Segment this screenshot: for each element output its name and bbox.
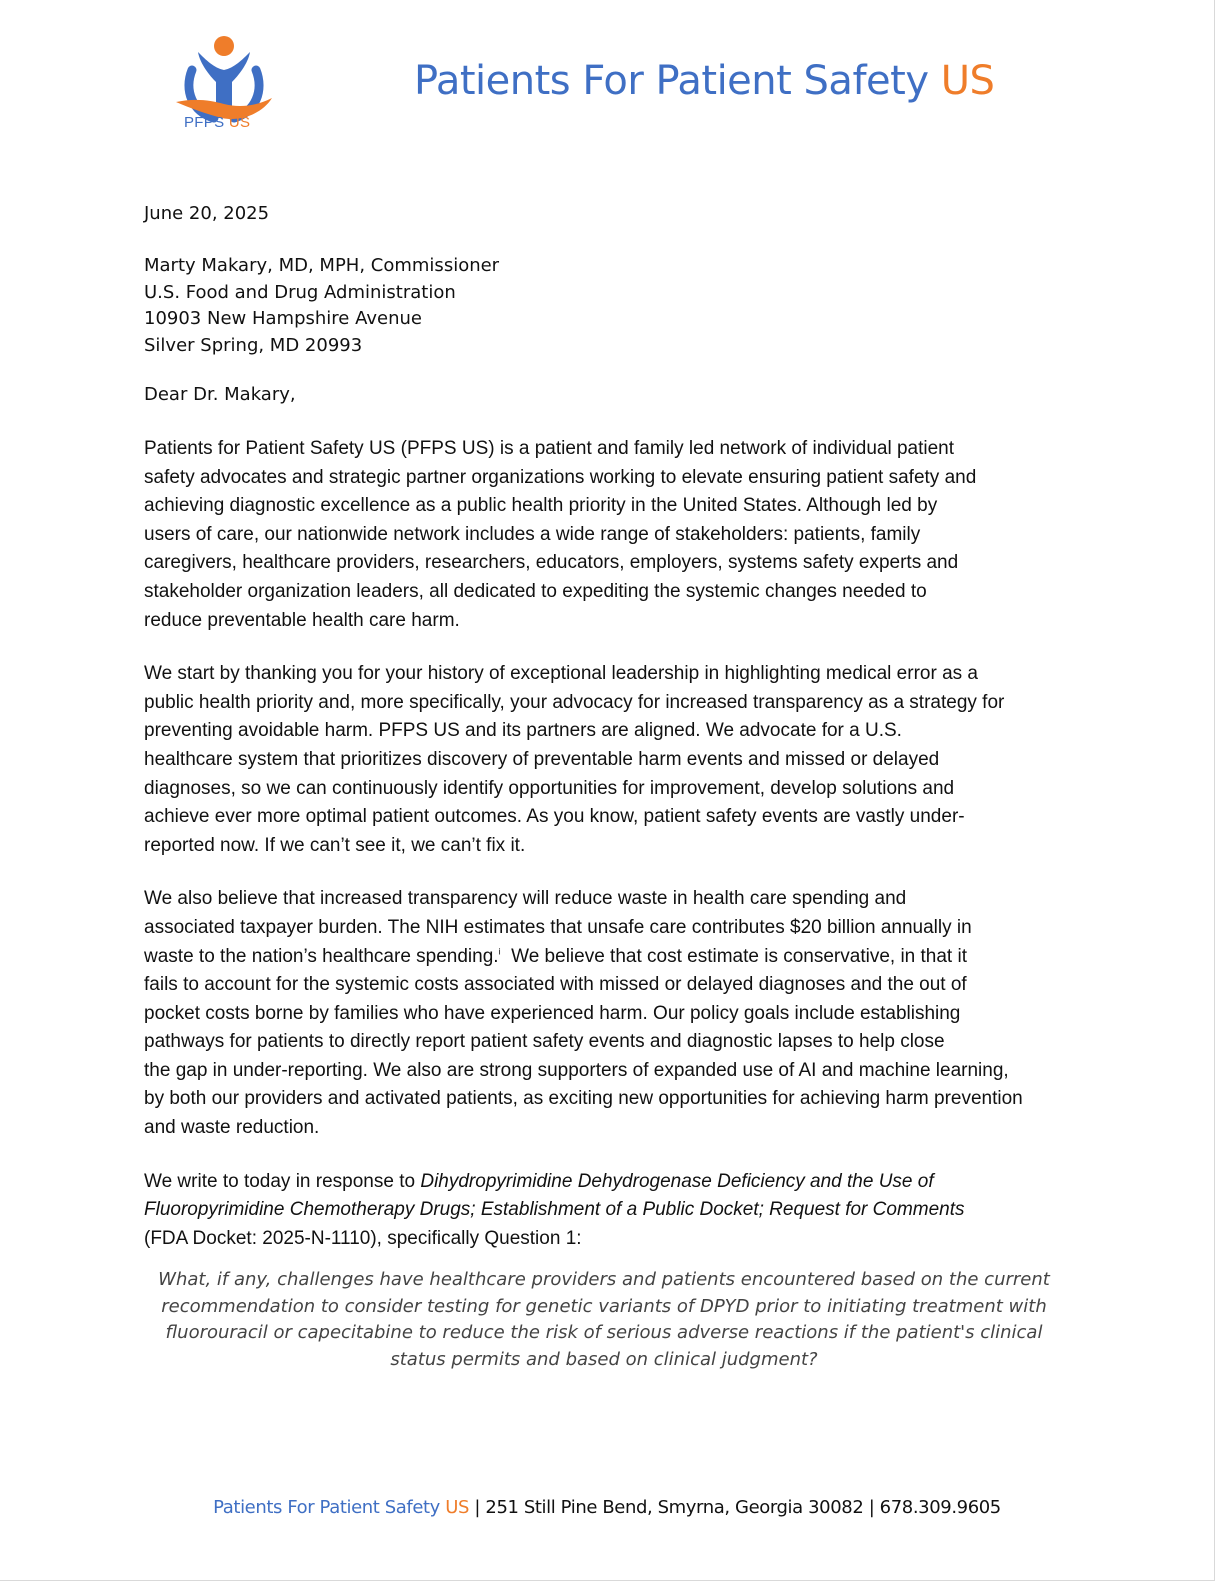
question-quote xyxy=(144,1267,1064,1373)
quote-line: fluorouracil or capecitabine to reduce the risk of serious adverse reactions if the patient's clinical xyxy=(165,1322,1043,1344)
paragraph-line: Patients for Patient Safety US (PFPS US) is a patient and family led network of individual patient xyxy=(144,438,955,459)
paragraph-transparency xyxy=(144,885,1064,1142)
footnote-marker[interactable]: i xyxy=(498,946,501,957)
paragraph-line: achieve ever more optimal patient outcomes. As you know, patient safety events are vastly under- xyxy=(144,806,965,828)
paragraph-line: preventing avoidable harm. PFPS US and its partners are aligned. We advocate for a U.S. xyxy=(144,720,902,742)
quote-line: status permits and based on clinical judgment? xyxy=(390,1348,818,1370)
paragraph-line xyxy=(144,943,1064,972)
paragraph-line: healthcare system that prioritizes discovery of preventable harm events and missed or delayed xyxy=(144,748,940,770)
paragraph-line: pathways for patients to directly report patient safety events and diagnostic lapses to help close xyxy=(144,1031,945,1053)
paragraph-line xyxy=(144,1196,1064,1225)
org-title-us: US xyxy=(940,58,995,104)
docket-title: Fluoropyrimidine Chemotherapy Drugs; Establishment of a Public Docket; Request for Comments xyxy=(144,1199,965,1221)
letter-body xyxy=(144,200,1064,1373)
paragraph-line: reduce preventable health care harm. xyxy=(144,609,460,631)
paragraph-intro xyxy=(144,435,1064,635)
paragraph-line: pocket costs borne by families who have experienced harm. Our policy goals include establishing xyxy=(144,1002,961,1024)
paragraph-line: users of care, our nationwide network includes a wide range of stakeholders: patients, family xyxy=(144,523,921,545)
salutation: Dear Dr. Makary, xyxy=(144,384,296,405)
paragraph-line: by both our providers and activated patients, as exciting new opportunities for achieving harm prevention xyxy=(144,1088,1023,1110)
paragraph-text: waste to the nation’s healthcare spending. xyxy=(144,945,499,967)
org-title-main: Patients For Patient Safety xyxy=(414,58,929,104)
address-line: Silver Spring, MD 20993 xyxy=(144,334,363,356)
paragraph-line: achieving diagnostic excellence as a public health priority in the United States. Although led by xyxy=(144,495,938,517)
paragraph-line: We also believe that increased transparency will reduce waste in health care spending and xyxy=(144,888,907,910)
paragraph-line: stakeholder organization leaders, all dedicated to expediting the systemic changes needed to xyxy=(144,580,927,602)
paragraph-line: safety advocates and strategic partner organizations working to elevate ensuring patient safety and xyxy=(144,466,977,488)
quote-line: recommendation to consider testing for genetic variants of DPYD prior to initiating treatment with xyxy=(161,1295,1047,1317)
quote-line: What, if any, challenges have healthcare providers and patients encountered based on the current xyxy=(158,1269,1050,1291)
paragraph-line: We start by thanking you for your history of exceptional leadership in highlighting medical error as a xyxy=(144,663,978,685)
paragraph-line: and waste reduction. xyxy=(144,1117,320,1139)
letter-footer xyxy=(0,1497,1214,1518)
org-title xyxy=(414,58,994,104)
paragraph-line: the gap in under-reporting. We also are strong supporters of expanded use of AI and machine learning, xyxy=(144,1059,1009,1081)
paragraph-thanks xyxy=(144,660,1064,860)
footer-org-us: US xyxy=(445,1497,470,1518)
address-line: 10903 New Hampshire Avenue xyxy=(144,308,422,329)
logo-text-us: US xyxy=(228,114,251,131)
recipient-address xyxy=(144,253,1064,359)
logo-text xyxy=(184,114,250,131)
docket-title: Dihydropyrimidine Dehydrogenase Deficiency and the Use of xyxy=(420,1170,934,1192)
logo-text-pfps: PFPS xyxy=(184,114,225,131)
footer-contact: | 251 Still Pine Bend, Smyrna, Georgia 30082 | 678.309.9605 xyxy=(469,1497,1001,1518)
footer-org: Patients For Patient Safety xyxy=(213,1497,440,1518)
paragraph-line: diagnoses, so we can continuously identify opportunities for improvement, develop solutions and xyxy=(144,777,955,799)
paragraph-line: associated taxpayer burden. The NIH estimates that unsafe care contributes $20 billion annually in xyxy=(144,916,972,938)
letter-date: June 20, 2025 xyxy=(144,203,270,224)
paragraph-text: We believe that cost estimate is conservative, in that it xyxy=(500,945,967,967)
paragraph-line: public health priority and, more specifically, your advocacy for increased transparency as a strategy for xyxy=(144,691,1005,713)
paragraph-line: fails to account for the systemic costs associated with missed or delayed diagnoses and the out of xyxy=(144,974,967,996)
address-line: U.S. Food and Drug Administration xyxy=(144,281,456,303)
paragraph-response xyxy=(144,1168,1064,1254)
paragraph-text: We write to today in response to xyxy=(144,1170,421,1192)
paragraph-line: reported now. If we can’t see it, we can’t fix it. xyxy=(144,834,526,856)
paragraph-line: (FDA Docket: 2025-N-1110), specifically Question 1: xyxy=(144,1227,582,1249)
address-line: Marty Makary, MD, MPH, Commissioner xyxy=(144,255,500,276)
paragraph-line xyxy=(144,1168,1064,1197)
paragraph-line: caregivers, healthcare providers, researchers, educators, employers, systems safety experts and xyxy=(144,552,959,574)
